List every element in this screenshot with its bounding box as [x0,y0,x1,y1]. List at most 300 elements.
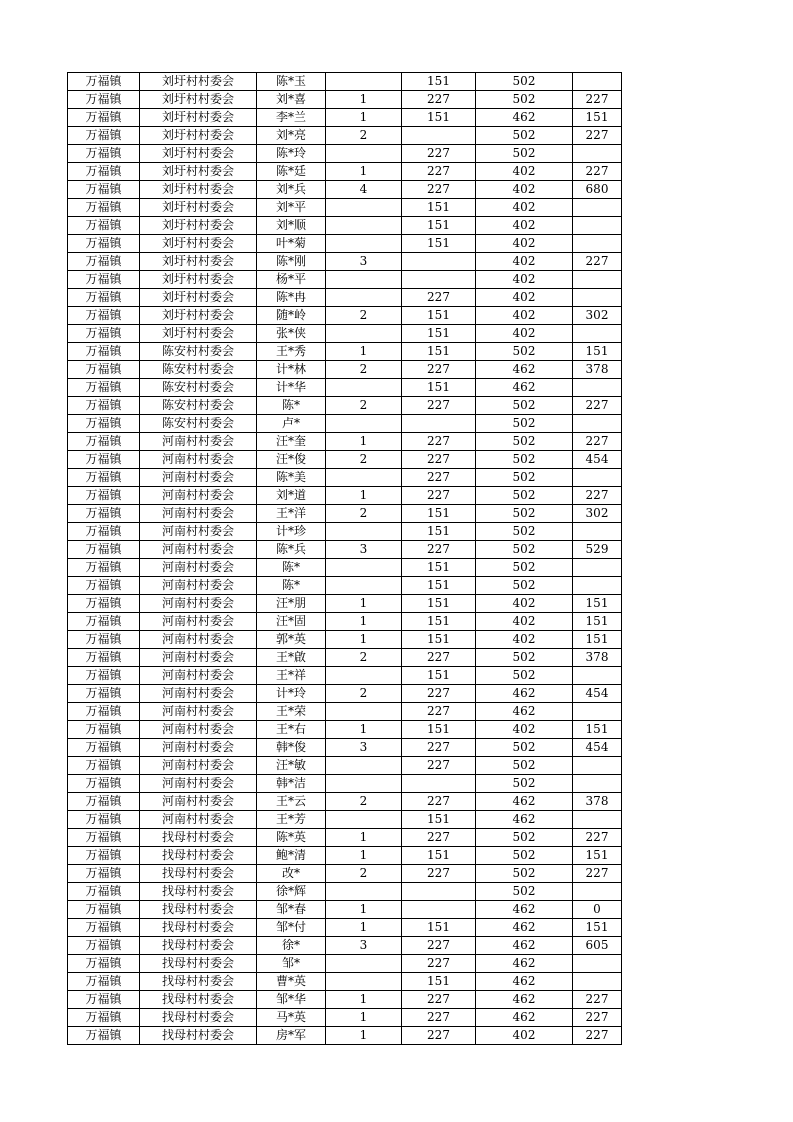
village-cell: 刘圩村村委会 [140,91,257,109]
amount-b-cell: 502 [476,415,573,433]
total-cell [573,577,622,595]
town-cell: 万福镇 [68,991,140,1009]
amount-b-cell: 462 [476,937,573,955]
amount-a-cell: 151 [402,811,476,829]
town-cell: 万福镇 [68,91,140,109]
total-cell [573,325,622,343]
amount-a-cell: 227 [402,685,476,703]
village-cell: 找母村村委会 [140,991,257,1009]
name-cell: 鲍*清 [257,847,326,865]
total-cell [573,757,622,775]
amount-a-cell: 151 [402,199,476,217]
count-cell: 1 [326,595,402,613]
total-cell: 0 [573,901,622,919]
amount-a-cell: 227 [402,865,476,883]
town-cell: 万福镇 [68,505,140,523]
table-row [68,577,622,595]
name-cell: 王*祥 [257,667,326,685]
town-cell: 万福镇 [68,109,140,127]
count-cell [326,325,402,343]
total-cell [573,199,622,217]
amount-b-cell: 462 [476,901,573,919]
town-cell: 万福镇 [68,523,140,541]
amount-b-cell: 402 [476,307,573,325]
name-cell: 改* [257,865,326,883]
total-cell: 227 [573,127,622,145]
name-cell: 王*右 [257,721,326,739]
count-cell [326,217,402,235]
town-cell: 万福镇 [68,775,140,793]
count-cell: 3 [326,937,402,955]
amount-a-cell: 227 [402,163,476,181]
total-cell: 680 [573,181,622,199]
count-cell: 1 [326,721,402,739]
village-cell: 刘圩村村委会 [140,163,257,181]
town-cell: 万福镇 [68,271,140,289]
total-cell [573,379,622,397]
town-cell: 万福镇 [68,847,140,865]
village-cell: 河南村村委会 [140,811,257,829]
table-row [68,541,622,559]
amount-b-cell: 502 [476,559,573,577]
name-cell: 陈*美 [257,469,326,487]
village-cell: 刘圩村村委会 [140,289,257,307]
count-cell [326,811,402,829]
total-cell: 151 [573,919,622,937]
count-cell: 1 [326,1027,402,1045]
table-row [68,1009,622,1027]
town-cell: 万福镇 [68,289,140,307]
village-cell: 刘圩村村委会 [140,307,257,325]
amount-b-cell: 462 [476,793,573,811]
town-cell: 万福镇 [68,973,140,991]
table-row [68,721,622,739]
town-cell: 万福镇 [68,703,140,721]
count-cell [326,523,402,541]
table-row [68,415,622,433]
data-table [67,72,622,1045]
name-cell: 陈*冉 [257,289,326,307]
total-cell: 227 [573,1009,622,1027]
total-cell [573,235,622,253]
village-cell: 找母村村委会 [140,847,257,865]
amount-a-cell: 151 [402,325,476,343]
amount-b-cell: 502 [476,451,573,469]
town-cell: 万福镇 [68,631,140,649]
town-cell: 万福镇 [68,325,140,343]
count-cell: 1 [326,919,402,937]
amount-a-cell: 227 [402,289,476,307]
village-cell: 河南村村委会 [140,631,257,649]
total-cell: 302 [573,505,622,523]
table-row [68,973,622,991]
table-row [68,559,622,577]
count-cell: 3 [326,541,402,559]
table-row [68,289,622,307]
village-cell: 找母村村委会 [140,1027,257,1045]
town-cell: 万福镇 [68,667,140,685]
amount-a-cell: 227 [402,703,476,721]
table-row [68,613,622,631]
town-cell: 万福镇 [68,559,140,577]
count-cell [326,775,402,793]
amount-a-cell: 151 [402,559,476,577]
amount-b-cell: 502 [476,343,573,361]
amount-b-cell: 502 [476,577,573,595]
village-cell: 河南村村委会 [140,451,257,469]
village-cell: 刘圩村村委会 [140,253,257,271]
town-cell: 万福镇 [68,721,140,739]
name-cell: 陈*廷 [257,163,326,181]
table-row [68,487,622,505]
town-cell: 万福镇 [68,361,140,379]
amount-a-cell: 151 [402,109,476,127]
total-cell [573,973,622,991]
table-row [68,793,622,811]
amount-b-cell: 402 [476,271,573,289]
table-row [68,271,622,289]
table-row [68,235,622,253]
amount-b-cell: 502 [476,847,573,865]
village-cell: 刘圩村村委会 [140,145,257,163]
village-cell: 河南村村委会 [140,793,257,811]
table-row [68,631,622,649]
name-cell: 王*芳 [257,811,326,829]
count-cell: 1 [326,631,402,649]
amount-b-cell: 502 [476,469,573,487]
amount-a-cell: 151 [402,613,476,631]
amount-b-cell: 462 [476,955,573,973]
total-cell [573,811,622,829]
count-cell [326,559,402,577]
count-cell [326,199,402,217]
village-cell: 河南村村委会 [140,703,257,721]
amount-b-cell: 402 [476,199,573,217]
table-row [68,451,622,469]
amount-a-cell: 227 [402,1027,476,1045]
town-cell: 万福镇 [68,811,140,829]
name-cell: 刘*亮 [257,127,326,145]
village-cell: 河南村村委会 [140,433,257,451]
total-cell: 151 [573,109,622,127]
town-cell: 万福镇 [68,1027,140,1045]
amount-b-cell: 502 [476,649,573,667]
town-cell: 万福镇 [68,415,140,433]
amount-b-cell: 502 [476,127,573,145]
total-cell [573,415,622,433]
count-cell [326,757,402,775]
amount-b-cell: 402 [476,163,573,181]
name-cell: 计*林 [257,361,326,379]
total-cell: 151 [573,613,622,631]
amount-a-cell: 151 [402,235,476,253]
table-row [68,505,622,523]
table-row [68,145,622,163]
count-cell: 2 [326,451,402,469]
total-cell: 151 [573,721,622,739]
amount-a-cell: 151 [402,595,476,613]
village-cell: 河南村村委会 [140,739,257,757]
town-cell: 万福镇 [68,145,140,163]
name-cell: 陈*兵 [257,541,326,559]
count-cell [326,379,402,397]
total-cell [573,775,622,793]
name-cell: 刘*道 [257,487,326,505]
amount-b-cell: 462 [476,379,573,397]
town-cell: 万福镇 [68,487,140,505]
name-cell: 王*秀 [257,343,326,361]
amount-a-cell [402,415,476,433]
total-cell [573,145,622,163]
amount-b-cell: 502 [476,523,573,541]
count-cell [326,973,402,991]
total-cell: 227 [573,91,622,109]
village-cell: 河南村村委会 [140,685,257,703]
amount-a-cell: 227 [402,397,476,415]
name-cell: 王*洋 [257,505,326,523]
name-cell: 王*啟 [257,649,326,667]
table-row [68,775,622,793]
count-cell [326,883,402,901]
count-cell: 1 [326,613,402,631]
town-cell: 万福镇 [68,451,140,469]
table-row [68,739,622,757]
amount-a-cell: 227 [402,451,476,469]
amount-a-cell: 151 [402,217,476,235]
village-cell: 陈安村村委会 [140,379,257,397]
count-cell [326,955,402,973]
village-cell: 刘圩村村委会 [140,217,257,235]
amount-a-cell: 227 [402,829,476,847]
name-cell: 邹* [257,955,326,973]
count-cell: 2 [326,361,402,379]
amount-a-cell [402,901,476,919]
total-cell: 378 [573,361,622,379]
village-cell: 陈安村村委会 [140,361,257,379]
total-cell: 454 [573,739,622,757]
town-cell: 万福镇 [68,217,140,235]
name-cell: 陈*玉 [257,73,326,91]
village-cell: 河南村村委会 [140,595,257,613]
name-cell: 王*荣 [257,703,326,721]
amount-b-cell: 502 [476,541,573,559]
village-cell: 找母村村委会 [140,973,257,991]
amount-a-cell: 227 [402,649,476,667]
name-cell: 郭*英 [257,631,326,649]
count-cell [326,73,402,91]
total-cell: 605 [573,937,622,955]
village-cell: 河南村村委会 [140,613,257,631]
amount-b-cell: 502 [476,829,573,847]
table-row [68,847,622,865]
total-cell [573,703,622,721]
amount-b-cell: 462 [476,919,573,937]
count-cell: 1 [326,91,402,109]
table-row [68,91,622,109]
amount-a-cell: 151 [402,973,476,991]
town-cell: 万福镇 [68,595,140,613]
count-cell: 2 [326,793,402,811]
table-row [68,829,622,847]
count-cell [326,271,402,289]
total-cell: 227 [573,829,622,847]
amount-b-cell: 502 [476,883,573,901]
count-cell: 2 [326,127,402,145]
name-cell: 刘*平 [257,199,326,217]
name-cell: 汪*朋 [257,595,326,613]
table-row [68,181,622,199]
amount-b-cell: 402 [476,181,573,199]
table-row [68,865,622,883]
town-cell: 万福镇 [68,127,140,145]
amount-b-cell: 402 [476,721,573,739]
town-cell: 万福镇 [68,253,140,271]
amount-a-cell: 151 [402,919,476,937]
name-cell: 曹*英 [257,973,326,991]
table-row [68,649,622,667]
amount-a-cell: 227 [402,91,476,109]
name-cell: 刘*喜 [257,91,326,109]
count-cell: 3 [326,253,402,271]
table-row [68,217,622,235]
amount-a-cell: 151 [402,73,476,91]
amount-a-cell [402,883,476,901]
town-cell: 万福镇 [68,73,140,91]
name-cell: 邹*华 [257,991,326,1009]
village-cell: 陈安村村委会 [140,397,257,415]
count-cell: 3 [326,739,402,757]
town-cell: 万福镇 [68,901,140,919]
total-cell: 454 [573,685,622,703]
village-cell: 河南村村委会 [140,505,257,523]
town-cell: 万福镇 [68,433,140,451]
amount-a-cell [402,271,476,289]
count-cell: 2 [326,649,402,667]
village-cell: 刘圩村村委会 [140,109,257,127]
amount-b-cell: 402 [476,631,573,649]
total-cell: 151 [573,847,622,865]
count-cell: 1 [326,847,402,865]
table-row [68,685,622,703]
count-cell: 1 [326,901,402,919]
total-cell [573,955,622,973]
total-cell: 227 [573,991,622,1009]
amount-b-cell: 402 [476,325,573,343]
name-cell: 徐* [257,937,326,955]
amount-a-cell: 227 [402,487,476,505]
amount-a-cell: 227 [402,991,476,1009]
count-cell [326,577,402,595]
amount-b-cell: 462 [476,109,573,127]
total-cell [573,73,622,91]
table-row [68,955,622,973]
count-cell: 4 [326,181,402,199]
total-cell [573,217,622,235]
total-cell [573,271,622,289]
town-cell: 万福镇 [68,793,140,811]
amount-a-cell: 151 [402,631,476,649]
table-row [68,595,622,613]
amount-a-cell: 227 [402,541,476,559]
town-cell: 万福镇 [68,739,140,757]
total-cell: 151 [573,343,622,361]
village-cell: 找母村村委会 [140,829,257,847]
total-cell [573,559,622,577]
count-cell [326,667,402,685]
name-cell: 马*英 [257,1009,326,1027]
amount-a-cell: 151 [402,577,476,595]
village-cell: 河南村村委会 [140,667,257,685]
amount-b-cell: 502 [476,667,573,685]
total-cell: 227 [573,253,622,271]
village-cell: 找母村村委会 [140,883,257,901]
name-cell: 邹*春 [257,901,326,919]
amount-b-cell: 462 [476,685,573,703]
village-cell: 河南村村委会 [140,721,257,739]
count-cell: 2 [326,397,402,415]
table-row [68,379,622,397]
town-cell: 万福镇 [68,757,140,775]
amount-b-cell: 402 [476,217,573,235]
town-cell: 万福镇 [68,199,140,217]
town-cell: 万福镇 [68,649,140,667]
town-cell: 万福镇 [68,1009,140,1027]
amount-b-cell: 502 [476,739,573,757]
name-cell: 陈*英 [257,829,326,847]
amount-a-cell: 227 [402,469,476,487]
town-cell: 万福镇 [68,955,140,973]
name-cell: 计*华 [257,379,326,397]
village-cell: 陈安村村委会 [140,343,257,361]
count-cell [326,469,402,487]
amount-b-cell: 402 [476,289,573,307]
name-cell: 韩*洁 [257,775,326,793]
amount-b-cell: 502 [476,145,573,163]
amount-b-cell: 502 [476,91,573,109]
name-cell: 卢* [257,415,326,433]
total-cell: 227 [573,487,622,505]
count-cell [326,289,402,307]
table-row [68,667,622,685]
name-cell: 汪*固 [257,613,326,631]
town-cell: 万福镇 [68,919,140,937]
count-cell: 1 [326,1009,402,1027]
village-cell: 找母村村委会 [140,865,257,883]
amount-b-cell: 402 [476,595,573,613]
village-cell: 河南村村委会 [140,649,257,667]
village-cell: 河南村村委会 [140,757,257,775]
count-cell: 2 [326,685,402,703]
town-cell: 万福镇 [68,613,140,631]
town-cell: 万福镇 [68,577,140,595]
total-cell: 227 [573,163,622,181]
count-cell: 1 [326,433,402,451]
town-cell: 万福镇 [68,685,140,703]
amount-a-cell: 227 [402,145,476,163]
amount-a-cell: 227 [402,757,476,775]
total-cell: 454 [573,451,622,469]
town-cell: 万福镇 [68,865,140,883]
table-row [68,901,622,919]
table-row [68,343,622,361]
amount-b-cell: 462 [476,973,573,991]
amount-b-cell: 462 [476,811,573,829]
town-cell: 万福镇 [68,937,140,955]
amount-a-cell: 227 [402,955,476,973]
total-cell: 227 [573,865,622,883]
amount-b-cell: 462 [476,361,573,379]
name-cell: 随*岭 [257,307,326,325]
